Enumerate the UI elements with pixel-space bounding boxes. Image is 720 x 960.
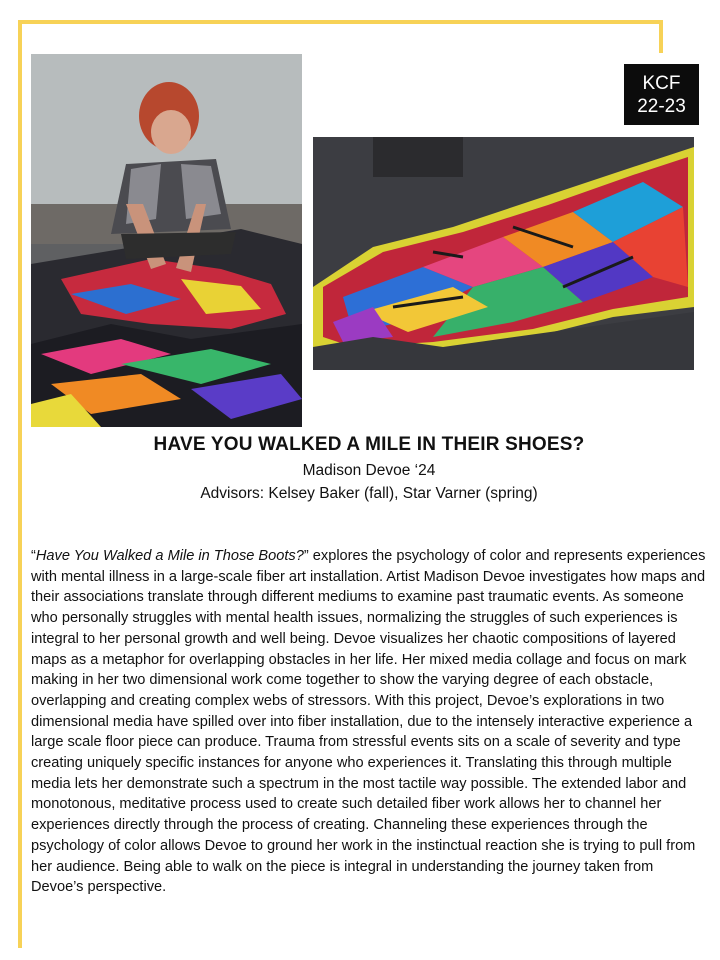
frame-top-border bbox=[20, 20, 663, 24]
frame-left-border bbox=[18, 20, 22, 948]
badge-line-2: 22-23 bbox=[637, 95, 686, 117]
photo-fiber-installation-icon bbox=[313, 137, 694, 370]
kcf-badge bbox=[624, 64, 699, 125]
advisors-line: Advisors: Kelsey Baker (fall), Star Varner (spring) bbox=[200, 485, 538, 502]
open-quote: “ bbox=[31, 548, 36, 564]
frame-right-border bbox=[659, 20, 663, 53]
work-title: Have You Walked a Mile in Those Boots? bbox=[35, 548, 304, 564]
statement-text: explores the psychology of color and represents experiences with mental illness in a large-scale fiber art installation. Artist Madison Devoe investigates how maps and their associations translate through different mediums to examine past traumatic events. As someone who personally struggles with mental health issues, normalizing the struggles of such experiences is integral to her personal growth and well being. Devoe visualizes her chaotic compositions of layered maps as a metaphor for overlapping obstacles in her life. Her mixed media collage and focus on mark making in her two dimensional work come together to show the varying degree of each obstacle, overlapping and creating complex webs of stressors. With this project, Devoe’s explorations in two dimensional media have spilled over into fiber installation, due to the intensely interactive experience a large scale floor piece can produce. Trauma from stressful events sits on a scale of severity and type creating uniquely specific instances for anyone who experiences it. Translating this through multiple media lets her demonstrate such a spectrum in the most tactile way possible. The extended labor and monotonous, meditative process used to create such detailed fiber work allows her to channel her experiences directly through the process of creating. Channeling these experiences through the psychology of color allows Devoe to ground her work in the instinctual reaction she is trying to pull from her audience. Being able to walk on the piece is integral in understanding the journey taken from Devoe’s perspective. bbox=[31, 548, 706, 896]
close-quote: ” bbox=[303, 548, 309, 564]
artist-line: Madison Devoe ‘24 bbox=[302, 462, 436, 479]
photo-artist-working bbox=[31, 54, 302, 427]
badge-line-1: KCF bbox=[642, 72, 681, 94]
page-title: HAVE YOU WALKED A MILE IN THEIR SHOES? bbox=[153, 434, 585, 455]
photo-artist-working-icon bbox=[31, 54, 302, 427]
artist-statement bbox=[31, 546, 707, 898]
photo-fiber-installation bbox=[313, 137, 694, 370]
